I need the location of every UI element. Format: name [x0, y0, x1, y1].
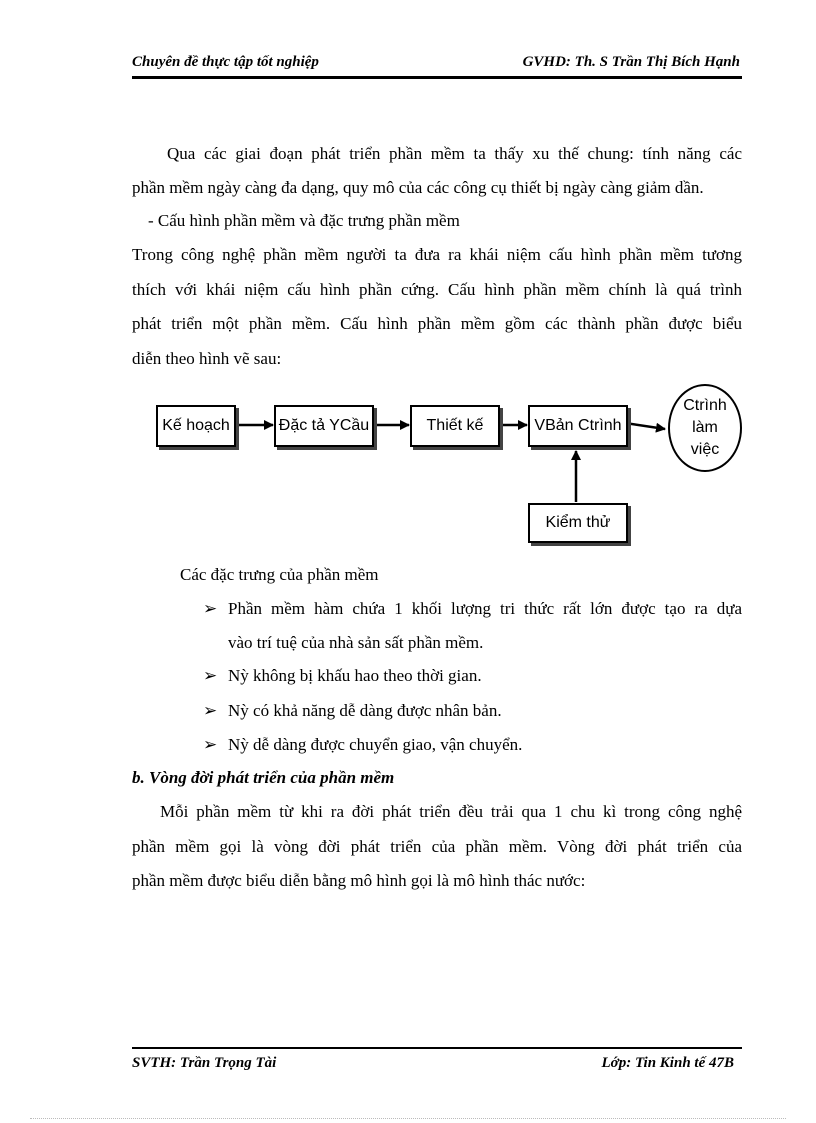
feature-item-1-line-2: vào trí tuệ của nhà sản sất phần mềm. — [228, 633, 484, 652]
arrow-bullet-icon: ➢ — [203, 735, 218, 754]
end-node-line-3: việc — [690, 441, 720, 458]
arrow-bullet-icon: ➢ — [203, 701, 218, 720]
node-working-program — [668, 384, 742, 472]
intro-line-4: Trong công nghệ phần mềm người ta đưa ra khái niệm cấu hình phần mềm tương — [132, 245, 742, 264]
section-b-heading: b. Vòng đời phát triển của phần mềm — [132, 768, 395, 787]
arrow-code-to-product — [625, 423, 665, 429]
intro-line-6: phát triển một phần mềm. Cấu hình phần mềm gồm các thành phần được biểu — [132, 314, 742, 333]
intro-line-5: thích với khái niệm cấu hình phần cứng. Cấu hình phần mềm chính là quá trình — [132, 280, 742, 299]
node-plan: Kế hoạch — [156, 405, 236, 447]
section-b-line-2: phần mềm gọi là vòng đời phát triển của phần mềm. Vòng đời phát triển của — [132, 837, 742, 856]
feature-item-3: Nỳ có khả năng dễ dàng được nhân bản. — [228, 701, 502, 720]
feature-item-1-line-1: Phần mềm hàm chứa 1 khối lượng tri thức rất lớn được tạo ra dựa — [228, 599, 742, 618]
feature-item-4: Nỳ dễ dàng được chuyển giao, vận chuyển. — [228, 735, 523, 754]
footer-right: Lớp: Tin Kinh tế 47B — [601, 1055, 734, 1071]
footer-rule — [132, 1047, 742, 1049]
node-testing: Kiểm thử — [528, 503, 628, 543]
intro-line-1: Qua các giai đoạn phát triển phần mềm ta thấy xu thế chung: tính năng các — [167, 144, 742, 163]
end-node-line-2: làm — [692, 419, 718, 436]
node-program-version: VBản Ctrình — [528, 405, 628, 447]
intro-subheading: - Cấu hình phần mềm và đặc trưng phần mềm — [148, 211, 460, 230]
feature-item-2: Nỳ không bị khấu hao theo thời gian. — [228, 666, 482, 685]
features-title: Các đặc trưng của phần mềm — [180, 565, 379, 584]
node-requirement-spec: Đặc tả YCầu — [274, 405, 374, 447]
end-node-line-1: Ctrình — [683, 397, 727, 414]
header-right: GVHD: Th. S Trần Thị Bích Hạnh — [522, 54, 740, 70]
intro-line-7: diễn theo hình vẽ sau: — [132, 349, 282, 368]
node-design: Thiết kế — [410, 405, 500, 447]
arrow-bullet-icon: ➢ — [203, 666, 218, 685]
intro-line-2: phần mềm ngày càng đa dạng, quy mô của các công cụ thiết bị ngày càng giảm dần. — [132, 178, 704, 197]
header-left: Chuyên đề thực tập tốt nghiệp — [132, 54, 319, 70]
page-bottom-border — [30, 1118, 786, 1119]
section-b-line-1: Mỗi phần mềm từ khi ra đời phát triển đều trải qua 1 chu kì trong công nghệ — [160, 802, 742, 821]
footer-left: SVTH: Trần Trọng Tài — [132, 1055, 277, 1071]
section-b-line-3: phần mềm được biểu diễn bằng mô hình gọi là mô hình thác nước: — [132, 871, 586, 890]
arrow-bullet-icon: ➢ — [203, 599, 218, 618]
